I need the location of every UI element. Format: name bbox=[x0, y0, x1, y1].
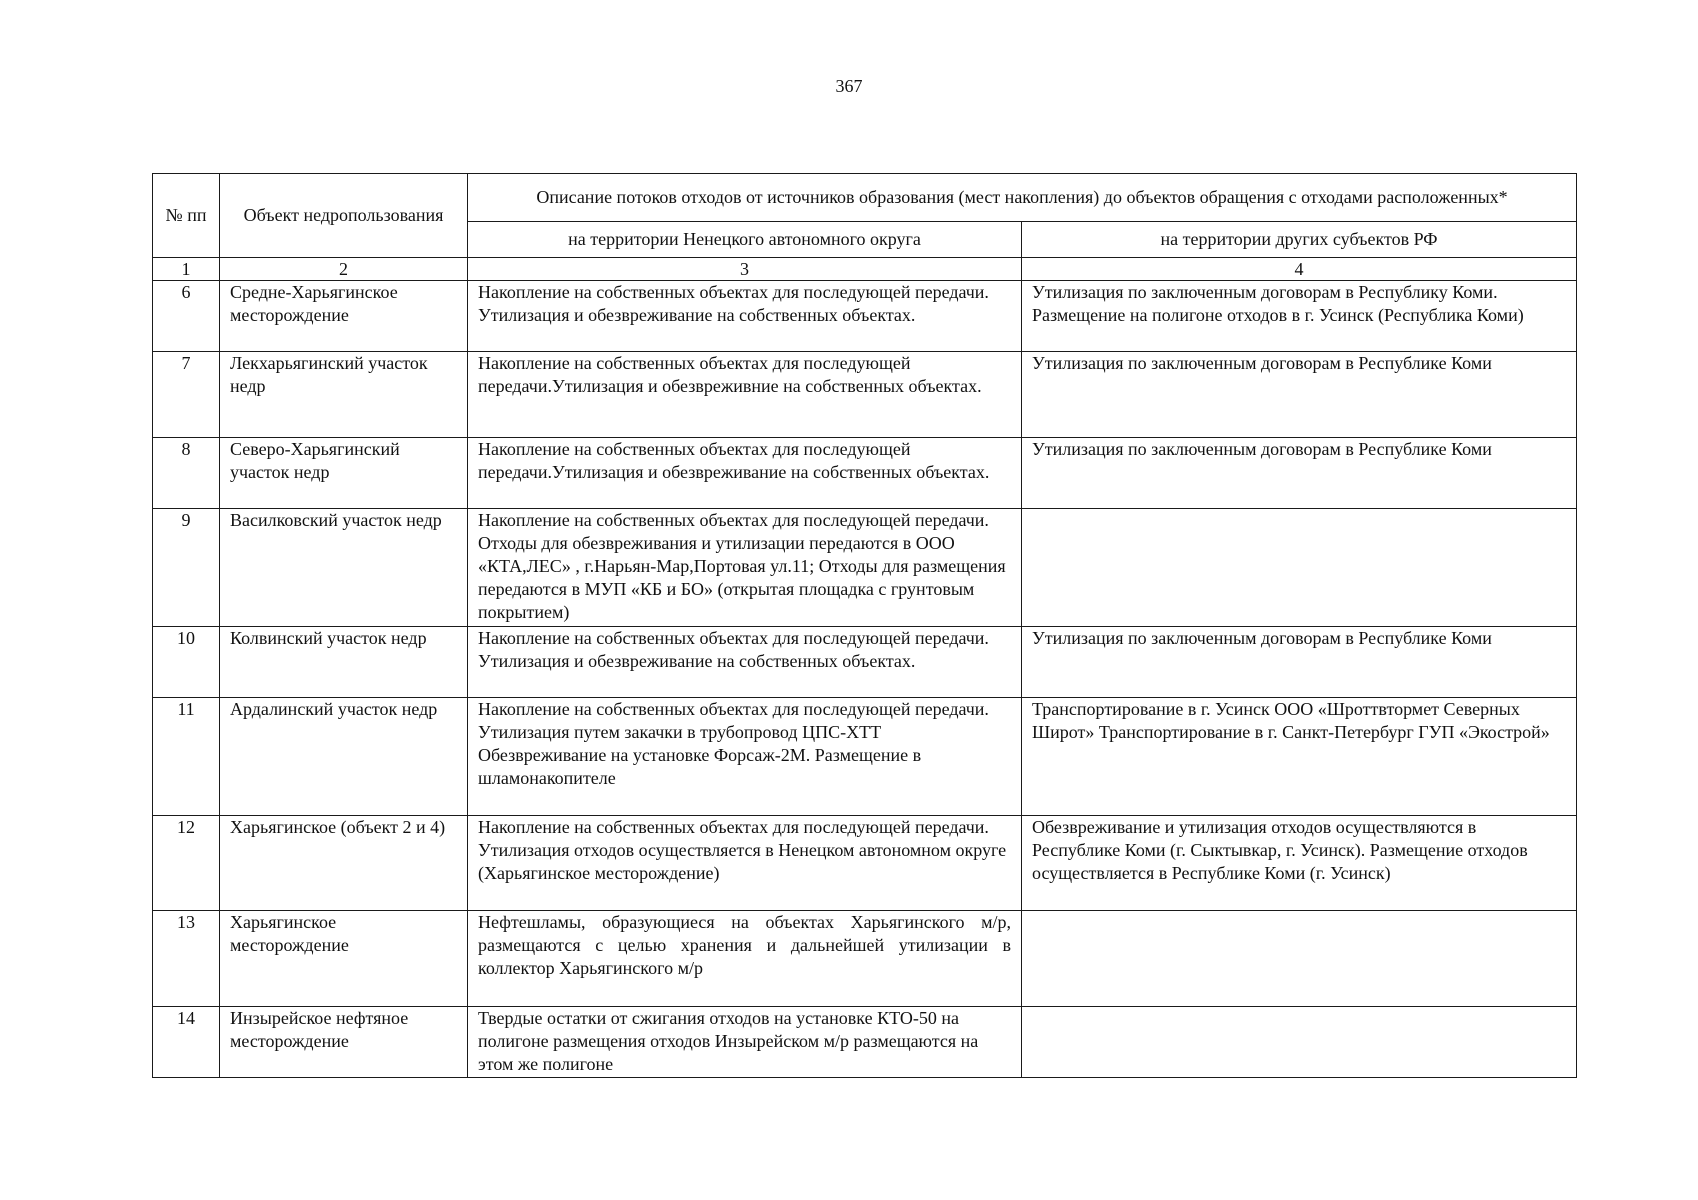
column-index: 2 bbox=[220, 258, 468, 281]
column-index: 1 bbox=[153, 258, 220, 281]
row-object: Северо-Харьягинский участок недр bbox=[220, 438, 468, 509]
row-object: Лекхарьягинский участок недр bbox=[220, 352, 468, 438]
row-number: 6 bbox=[153, 281, 220, 352]
row-nao-description: Твердые остатки от сжигания отходов на установке КТО-50 на полигоне размещения отходов Инзырейском м/р размещаются на этом же полигоне bbox=[468, 1007, 1022, 1078]
row-other-description: Транспортирование в г. Усинск ООО «Шроттвтормет Северных Широт» Транспортирование в г. Санкт-Петербург ГУП «Экострой» bbox=[1022, 698, 1577, 816]
row-other-description: Утилизация по заключенным договорам в Республику Коми. Размещение на полигоне отходов в г. Усинск (Республика Коми) bbox=[1022, 281, 1577, 352]
row-other-description: Утилизация по заключенным договорам в Республике Коми bbox=[1022, 352, 1577, 438]
row-number: 14 bbox=[153, 1007, 220, 1078]
row-number: 13 bbox=[153, 911, 220, 1007]
column-index: 3 bbox=[468, 258, 1022, 281]
row-nao-description: Накопление на собственных объектах для последующей передачи. Утилизация путем закачки в трубопровод ЦПС-ХТТ Обезвреживание на установке Форсаж-2М. Размещение в шламонакопителе bbox=[468, 698, 1022, 816]
row-nao-description: Накопление на собственных объектах для последующей передачи. Утилизация и обезвреживание на собственных объектах. bbox=[468, 627, 1022, 698]
row-object: Харьягинское месторождение bbox=[220, 911, 468, 1007]
row-other-description: Утилизация по заключенным договорам в Республике Коми bbox=[1022, 627, 1577, 698]
row-object: Инзырейское нефтяное месторождение bbox=[220, 1007, 468, 1078]
row-object: Колвинский участок недр bbox=[220, 627, 468, 698]
page-number: 367 bbox=[835, 76, 863, 96]
table-row bbox=[153, 438, 1577, 509]
table-row bbox=[153, 698, 1577, 816]
row-other-description: Обезвреживание и утилизация отходов осуществляются в Республике Коми (г. Сыктывкар, г. Усинск). Размещение отходов осуществляется в Республике Коми (г. Усинск) bbox=[1022, 816, 1577, 911]
row-object: Средне-Харьягинское месторождение bbox=[220, 281, 468, 352]
row-other-description bbox=[1022, 509, 1577, 627]
row-nao-description: Накопление на собственных объектах для последующей передачи.Утилизация и обезвреживние на собственных объектах. bbox=[468, 352, 1022, 438]
row-nao-description: Накопление на собственных объектах для последующей передачи. Отходы для обезвреживания и утилизации передаются в ООО «КТА,ЛЕС» , г.Нарьян-Мар,Портовая ул.11; Отходы для размещения передаются в МУП «КБ и БО» (открытая площадка с грунтовым покрытием) bbox=[468, 509, 1022, 627]
table-row bbox=[153, 1007, 1577, 1078]
row-number: 11 bbox=[153, 698, 220, 816]
row-number: 10 bbox=[153, 627, 220, 698]
table-row bbox=[153, 509, 1577, 627]
header-object: Объект недропользования bbox=[220, 174, 468, 258]
header-description: Описание потоков отходов от источников образования (мест накопления) до объектов обращения с отходами расположенных* bbox=[468, 174, 1577, 222]
header-nao: на территории Ненецкого автономного округа bbox=[468, 222, 1022, 258]
table-row bbox=[153, 911, 1577, 1007]
table-row bbox=[153, 352, 1577, 438]
row-other-description bbox=[1022, 1007, 1577, 1078]
row-nao-description: Накопление на собственных объектах для последующей передачи.Утилизация и обезвреживание на собственных объектах. bbox=[468, 438, 1022, 509]
row-object: Харьягинское (объект 2 и 4) bbox=[220, 816, 468, 911]
row-number: 12 bbox=[153, 816, 220, 911]
column-index: 4 bbox=[1022, 258, 1577, 281]
header-num: № пп bbox=[153, 174, 220, 258]
header-other-regions: на территории других субъектов РФ bbox=[1022, 222, 1577, 258]
row-nao-description: Накопление на собственных объектах для последующей передачи. Утилизация отходов осуществляется в Ненецком автономном округе (Харьягинское месторождение) bbox=[468, 816, 1022, 911]
row-number: 9 bbox=[153, 509, 220, 627]
row-number: 7 bbox=[153, 352, 220, 438]
row-object: Василковский участок недр bbox=[220, 509, 468, 627]
row-number: 8 bbox=[153, 438, 220, 509]
row-nao-description: Накопление на собственных объектах для последующей передачи. Утилизация и обезвреживание на собственных объектах. bbox=[468, 281, 1022, 352]
row-other-description bbox=[1022, 911, 1577, 1007]
row-nao-description: Нефтешламы, образующиеся на объектах Харьягинского м/р, размещаются с целью хранения и дальнейшей утилизации в коллектор Харьягинского м/р bbox=[468, 911, 1022, 1007]
table-row bbox=[153, 281, 1577, 352]
table-row bbox=[153, 627, 1577, 698]
row-object: Ардалинский участок недр bbox=[220, 698, 468, 816]
table-row bbox=[153, 816, 1577, 911]
waste-flow-table bbox=[152, 173, 1577, 1078]
row-other-description: Утилизация по заключенным договорам в Республике Коми bbox=[1022, 438, 1577, 509]
